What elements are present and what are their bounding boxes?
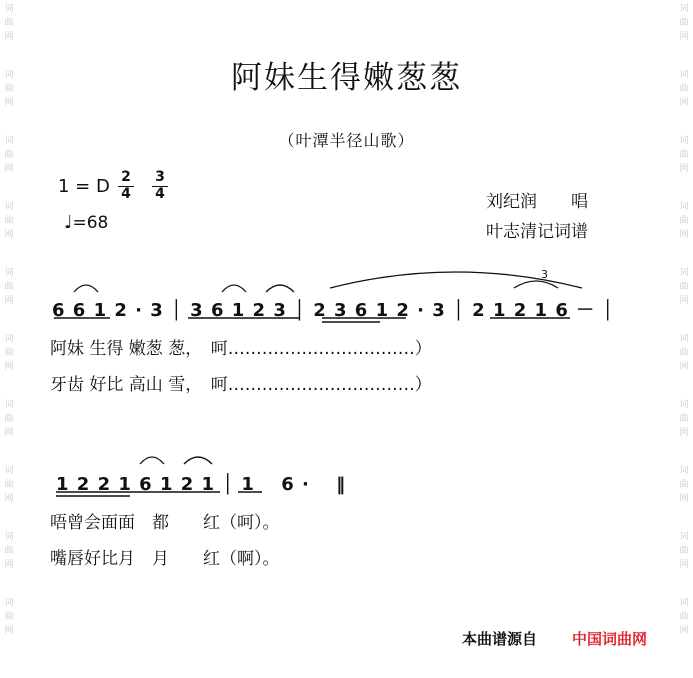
watermark-glyph: 词 — [4, 70, 14, 80]
watermark-glyph: 词 — [4, 4, 14, 14]
watermark-glyph: 曲 — [4, 282, 14, 292]
watermark-glyph: 词 — [679, 136, 689, 146]
watermark-glyph: 曲 — [679, 150, 689, 160]
watermark-glyph: 曲 — [4, 612, 14, 622]
slur — [184, 457, 212, 464]
watermark-glyph: 曲 — [4, 216, 14, 226]
watermark-glyph: 网 — [4, 230, 14, 240]
watermark-glyph: 曲 — [4, 84, 14, 94]
song-subtitle: （叶潭半径山歌） — [278, 131, 415, 150]
key-signature: 1 = D — [58, 176, 110, 197]
watermark-glyph: 曲 — [679, 612, 689, 622]
watermark-glyph: 网 — [679, 626, 689, 636]
watermark-glyph: 网 — [679, 32, 689, 42]
time-signature-2-bottom: 4 — [155, 186, 165, 202]
watermark-glyph: 网 — [4, 296, 14, 306]
watermark-glyph: 词 — [679, 70, 689, 80]
watermark-glyph: 曲 — [4, 414, 14, 424]
watermark-glyph: 网 — [679, 296, 689, 306]
watermark-glyph: 曲 — [4, 18, 14, 28]
system-2-lyrics-verse-1: 唔曾会面面 都 红（呵）。 — [50, 513, 280, 533]
time-signature-1-bottom: 4 — [121, 186, 131, 202]
watermark-glyph: 曲 — [4, 348, 14, 358]
watermark-glyph: 词 — [4, 136, 14, 146]
watermark-glyph: 网 — [4, 428, 14, 438]
watermark-glyph: 网 — [4, 626, 14, 636]
watermark-glyph: 曲 — [679, 348, 689, 358]
watermark-glyph: 词 — [679, 334, 689, 344]
watermark-glyph: 网 — [4, 98, 14, 108]
watermark-glyph: 曲 — [4, 480, 14, 490]
watermark-glyph: 网 — [4, 164, 14, 174]
watermark-glyph: 网 — [679, 494, 689, 504]
watermark-glyph: 网 — [679, 98, 689, 108]
watermark-glyph: 网 — [679, 230, 689, 240]
watermark-glyph: 曲 — [4, 546, 14, 556]
watermark-glyph: 词 — [4, 202, 14, 212]
singer-credit: 刘纪润 唱 — [486, 192, 588, 212]
watermark-glyph: 词 — [679, 466, 689, 476]
watermark-glyph: 词 — [4, 334, 14, 344]
watermark-glyph: 曲 — [679, 282, 689, 292]
watermark-glyph: 曲 — [679, 414, 689, 424]
score-system-2-notes: 1 2 2 1 6 1 2 1 │ 1 6 · ‖ — [56, 474, 347, 495]
source-label: 本曲谱源自 — [462, 630, 538, 648]
watermark-glyph: 网 — [4, 362, 14, 372]
watermark-glyph: 词 — [4, 400, 14, 410]
time-signature-1-top: 2 — [118, 170, 134, 187]
slur — [140, 457, 164, 464]
watermark-glyph: 词 — [4, 598, 14, 608]
watermark-glyph: 词 — [679, 4, 689, 14]
watermark-glyph: 网 — [679, 362, 689, 372]
system-1-lyrics-verse-1: 阿妹 生得 嫩葱 葱， 呵……………………………） — [50, 339, 432, 359]
watermark-glyph: 词 — [4, 268, 14, 278]
watermark-glyph: 曲 — [679, 84, 689, 94]
watermark-glyph: 网 — [4, 32, 14, 42]
time-signature-2-top: 3 — [152, 170, 168, 187]
quarter-note-icon: ♩ — [64, 212, 73, 233]
watermark-glyph: 词 — [679, 598, 689, 608]
watermark-glyph: 曲 — [679, 18, 689, 28]
watermark-glyph: 曲 — [679, 546, 689, 556]
watermark-glyph: 词 — [679, 268, 689, 278]
slur — [266, 285, 294, 292]
watermark-glyph: 网 — [4, 494, 14, 504]
watermark-glyph: 曲 — [679, 216, 689, 226]
score-system-1-notes: 6 6 1 2 · 3 │ 3 6 1 2 3 │ 2 3 6 1 2 · 3 │ 2 1 2 1 6 － │ — [52, 300, 615, 321]
triplet-mark: 3 — [541, 268, 548, 281]
transcriber-credit: 叶志清记词谱 — [486, 222, 588, 242]
watermark-glyph: 词 — [4, 532, 14, 542]
slur — [74, 285, 98, 292]
source-site-link[interactable]: 中国词曲网 — [572, 630, 648, 648]
watermark-glyph: 词 — [679, 400, 689, 410]
watermark-glyph: 网 — [679, 428, 689, 438]
song-title: 阿妹生得嫩葱葱 — [231, 60, 462, 96]
system-2-lyrics-verse-2: 嘴唇好比月 月 红（啊）。 — [50, 549, 280, 569]
watermark-glyph: 网 — [4, 560, 14, 570]
system-1-lyrics-verse-2: 牙齿 好比 高山 雪， 呵……………………………） — [50, 375, 432, 395]
watermark-glyph: 曲 — [679, 480, 689, 490]
watermark-glyph: 网 — [679, 164, 689, 174]
watermark-glyph: 词 — [679, 532, 689, 542]
tempo-value: =68 — [72, 213, 109, 233]
slur — [514, 281, 558, 288]
watermark-glyph: 曲 — [4, 150, 14, 160]
watermark-glyph: 网 — [679, 560, 689, 570]
slur — [330, 272, 582, 288]
watermark-glyph: 词 — [4, 466, 14, 476]
watermark-glyph: 词 — [679, 202, 689, 212]
slur — [222, 285, 246, 292]
